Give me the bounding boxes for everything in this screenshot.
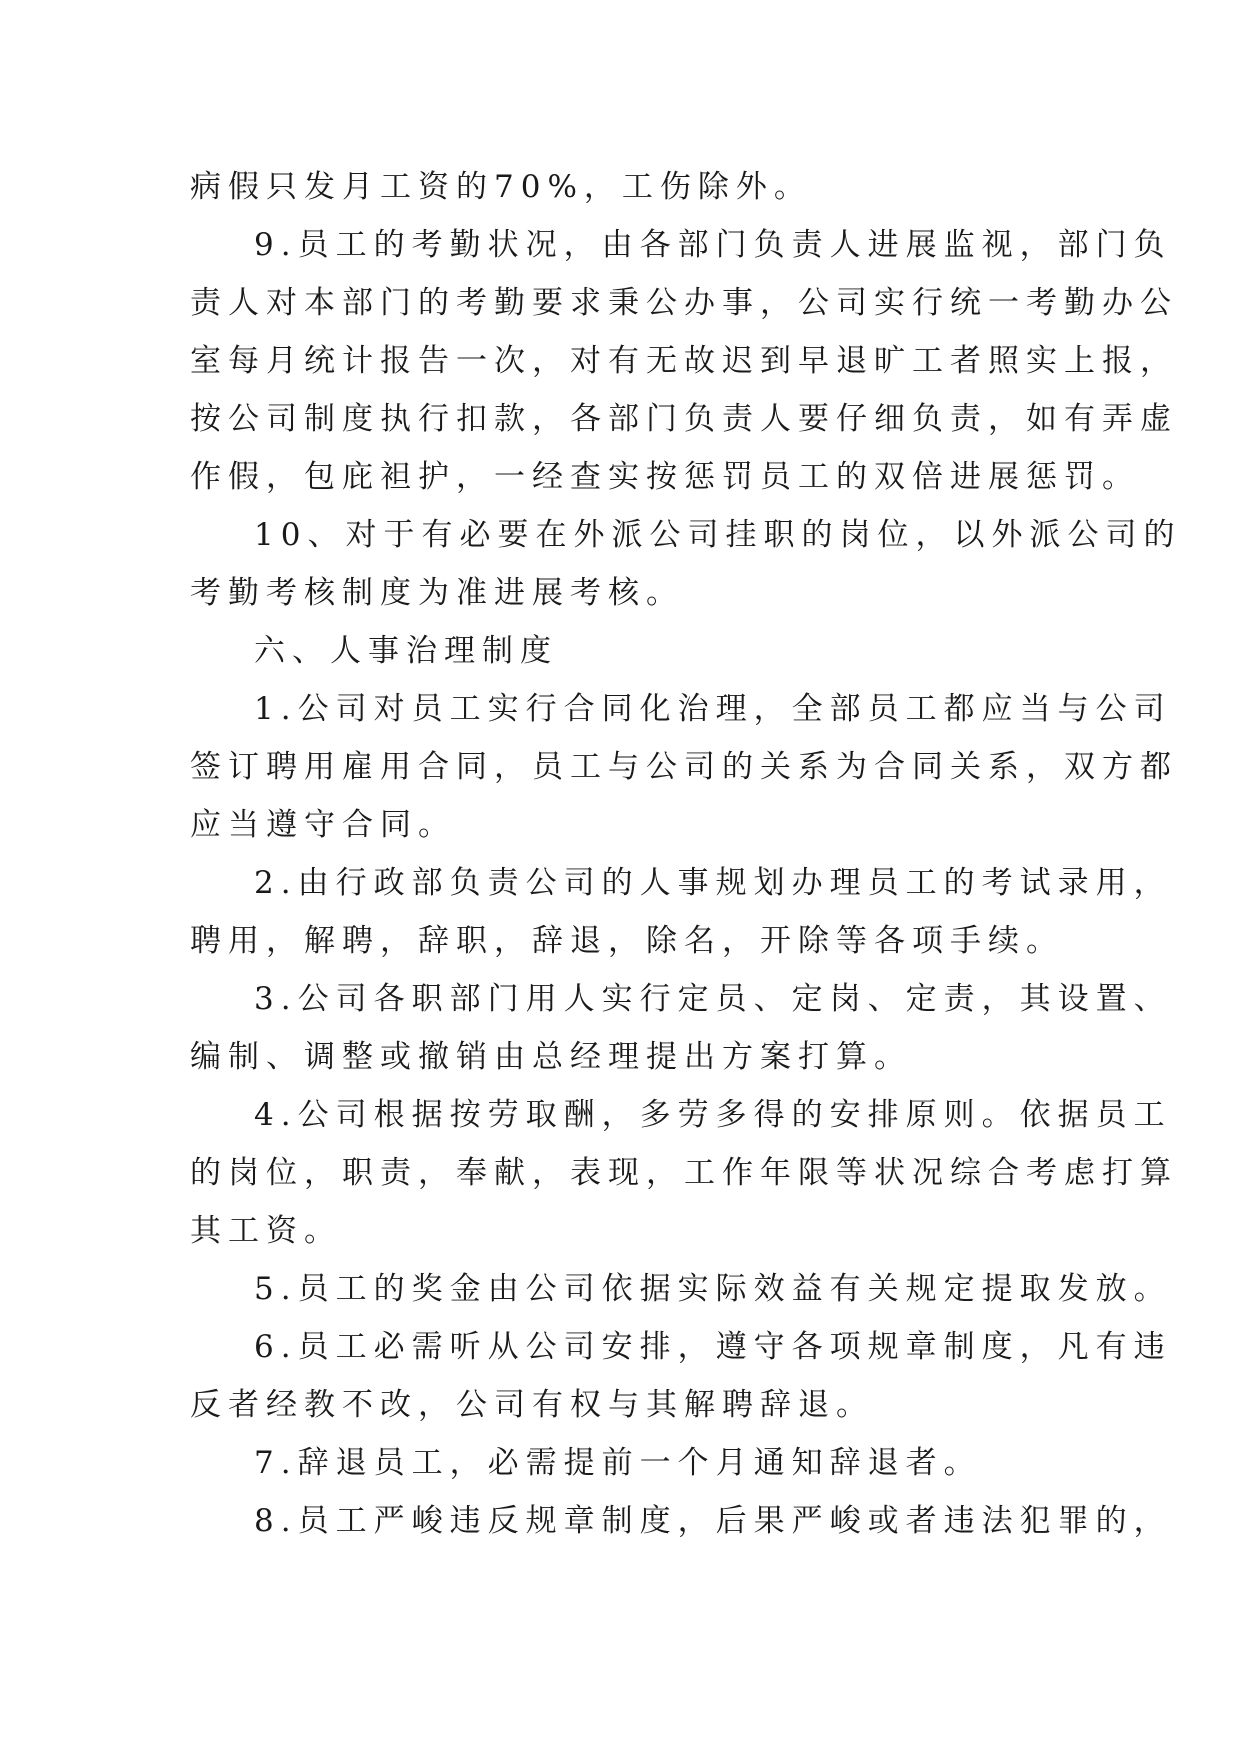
text-line: 5.员工的奖金由公司依据实际效益有关规定提取发放。	[254, 1271, 1172, 1307]
text-line: 的岗位，职责，奉献，表现，工作年限等状况综合考虑打算	[190, 1155, 1178, 1191]
text-line: 1.公司对员工实行合同化治理，全部员工都应当与公司	[254, 691, 1172, 727]
section-heading: 六、人事治理制度	[254, 633, 558, 669]
document-page	[190, 158, 1182, 1550]
text-line: 编制、调整或撤销由总经理提出方案打算。	[190, 1039, 912, 1075]
text-line: 室每月统计报告一次，对有无故迟到早退旷工者照实上报，	[190, 343, 1178, 379]
text-line: 反者经教不改，公司有权与其解聘辞退。	[190, 1387, 874, 1423]
text-line: 9.员工的考勤状况，由各部门负责人进展监视，部门负	[254, 227, 1172, 263]
text-line: 7.辞退员工，必需提前一个月通知辞退者。	[254, 1445, 982, 1481]
text-line: 4.公司根据按劳取酬，多劳多得的安排原则。依据员工	[254, 1097, 1172, 1133]
text-line: 考勤考核制度为准进展考核。	[190, 575, 684, 611]
text-line: 签订聘用雇用合同，员工与公司的关系为合同关系，双方都	[190, 749, 1178, 785]
text-line: 病假只发月工资的70%，工伤除外。	[190, 169, 812, 205]
text-line: 其工资。	[190, 1213, 342, 1249]
text-line: 聘用，解聘，辞职，辞退，除名，开除等各项手续。	[190, 923, 1064, 959]
text-line: 6.员工必需听从公司安排，遵守各项规章制度，凡有违	[254, 1329, 1172, 1365]
text-line: 10、对于有必要在外派公司挂职的岗位，以外派公司的	[254, 517, 1182, 553]
text-line: 应当遵守合同。	[190, 807, 456, 843]
text-line: 作假，包庇袒护，一经查实按惩罚员工的双倍进展惩罚。	[190, 459, 1140, 495]
text-line: 按公司制度执行扣款，各部门负责人要仔细负责，如有弄虚	[190, 401, 1178, 437]
text-line: 2.由行政部负责公司的人事规划办理员工的考试录用，	[254, 865, 1172, 901]
text-line: 责人对本部门的考勤要求秉公办事，公司实行统一考勤办公	[190, 285, 1178, 321]
text-line: 8.员工严峻违反规章制度，后果严峻或者违法犯罪的，	[254, 1503, 1172, 1539]
text-line: 3.公司各职部门用人实行定员、定岗、定责，其设置、	[254, 981, 1172, 1017]
